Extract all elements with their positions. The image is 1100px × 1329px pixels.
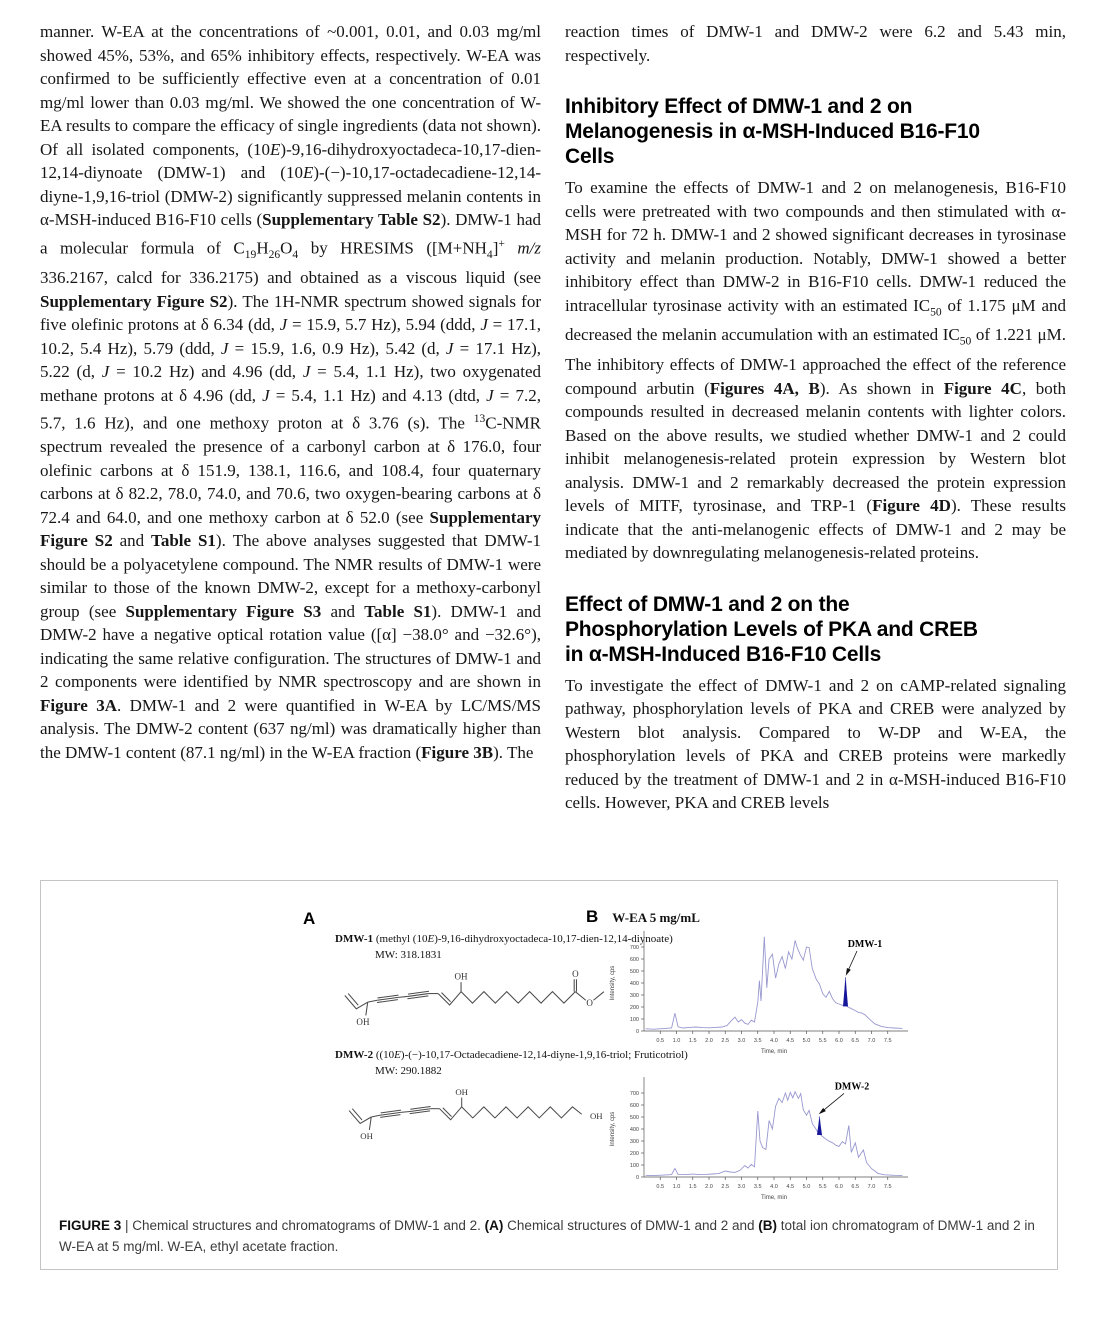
dmw2-mw: MW: 290.1882 bbox=[375, 1065, 442, 1077]
dmw2-oh-top-label: OH bbox=[455, 1086, 469, 1097]
svg-text:700: 700 bbox=[629, 1091, 639, 1097]
svg-text:4.5: 4.5 bbox=[786, 1184, 795, 1190]
svg-text:1.0: 1.0 bbox=[672, 1038, 681, 1044]
svg-text:5.5: 5.5 bbox=[818, 1038, 827, 1044]
section1-paragraph: To examine the effects of DMW-1 and 2 on melanogenesis, B16-F10 cells were pretreated with two compounds and then stimulated with α-MSH for 72 h. DMW-1 and 2 showed significant decreases in tyrosinase activity and melanin production. Notably, DMW-1 showed a better inhibitory effect than DMW-2 in B16-F10 cells. DMW-1 reduced the intracellular tyrosinase activity with an estimated $IC_{50}$ of 1.175 μM and decreased the melanin accumulation with an estimated $IC_{50}$ of 1.221 μM. The inhibitory effects of DMW-1 approached the effect of the reference compound arbutin (Figures 4A, B). As shown in Figure 4C, both compounds resulted in decreased melanin contents with lighter colors. Based on the above results, we studied whether DMW-1 and 2 could inhibit melanogenesis-related protein expression by Western blot analysis. DMW-1 and 2 remarkably decreased the protein expression levels of MITF, tyrosinase, and TRP-1 (Figure 4D). These results indicate that the anti-melanogenic effects of DMW-1 and 2 may be mediated by downregulating melanogenesis-related proteins. bbox=[565, 178, 1066, 563]
svg-text:Time, min: Time, min bbox=[760, 1195, 788, 1201]
svg-text:6.0: 6.0 bbox=[835, 1184, 843, 1190]
section-heading-phosphorylation: Effect of DMW-1 and 2 on the Phosphorylation Levels of PKA and CREB in α-MSH-Induced B16-F10 Cells bbox=[565, 592, 978, 666]
right-column bbox=[565, 20, 1066, 876]
svg-text:400: 400 bbox=[629, 1127, 639, 1133]
svg-text:1.0: 1.0 bbox=[672, 1184, 681, 1190]
svg-text:6.5: 6.5 bbox=[851, 1038, 860, 1044]
section2-paragraph: To investigate the effect of DMW-1 and 2 on cAMP-related signaling pathway, phosphorylation levels of PKA and CREB were analyzed by Western blot analysis. Compared to W-DP and W-EA, the phosphorylation levels of PKA and CREB proteins were markedly reduced by the treatment of DMW-1 and 2 in α-MSH-induced B16-F10 cells. However, PKA and CREB levels bbox=[565, 675, 1066, 813]
svg-text:600: 600 bbox=[629, 1103, 639, 1109]
svg-text:400: 400 bbox=[629, 981, 639, 987]
svg-text:7.5: 7.5 bbox=[883, 1184, 892, 1190]
svg-text:1.5: 1.5 bbox=[688, 1184, 697, 1190]
right-intro-paragraph: reaction times of DMW-1 and DMW-2 were 6.2 and 5.43 min, respectively. bbox=[565, 22, 1066, 65]
dmw1-structure bbox=[337, 965, 627, 1045]
text-columns bbox=[40, 20, 1066, 876]
section-heading-inhibitory-effect: Inhibitory Effect of DMW-1 and 2 on Melanogenesis in α-MSH-Induced B16-F10 Cells bbox=[565, 95, 980, 168]
dmw1-name: DMW-1 (methyl (10E)-9,16-dihydroxyoctadeca-10,17-dien-12,14-diynoate) bbox=[335, 933, 673, 945]
panel-b-label: B bbox=[586, 907, 599, 926]
svg-text:Intensity, cps: Intensity, cps bbox=[610, 965, 616, 1001]
svg-text:7.5: 7.5 bbox=[883, 1038, 892, 1044]
dmw1-carbonyl-o-label: O bbox=[572, 968, 579, 979]
dmw2-oh-bottom-label: OH bbox=[360, 1131, 373, 1142]
dmw2-structure bbox=[337, 1081, 627, 1153]
svg-text:7.0: 7.0 bbox=[867, 1038, 876, 1044]
panel-b-header bbox=[586, 907, 700, 927]
svg-text:3.5: 3.5 bbox=[753, 1184, 762, 1190]
svg-text:3.5: 3.5 bbox=[753, 1038, 762, 1044]
svg-text:2.0: 2.0 bbox=[705, 1184, 713, 1190]
svg-text:2.5: 2.5 bbox=[721, 1038, 730, 1044]
svg-text:4.5: 4.5 bbox=[786, 1038, 795, 1044]
svg-text:100: 100 bbox=[629, 1163, 639, 1169]
left-column bbox=[40, 20, 541, 876]
svg-text:3.0: 3.0 bbox=[737, 1038, 746, 1044]
figure-3-box bbox=[40, 880, 1058, 1270]
svg-text:700: 700 bbox=[629, 945, 639, 951]
panel-b-title: W-EA 5 mg/mL bbox=[612, 910, 700, 925]
dmw1-oh-bottom-label: OH bbox=[356, 1017, 370, 1027]
svg-text:6.0: 6.0 bbox=[835, 1038, 843, 1044]
svg-text:Intensity, cps: Intensity, cps bbox=[610, 1111, 616, 1147]
svg-text:Time, min: Time, min bbox=[760, 1049, 788, 1055]
svg-text:500: 500 bbox=[629, 969, 639, 975]
panel-a-label: A bbox=[303, 909, 316, 928]
svg-text:0: 0 bbox=[635, 1175, 639, 1181]
svg-text:500: 500 bbox=[629, 1115, 639, 1121]
svg-text:6.5: 6.5 bbox=[851, 1184, 860, 1190]
svg-text:4.0: 4.0 bbox=[770, 1038, 778, 1044]
svg-text:300: 300 bbox=[629, 1139, 639, 1145]
svg-text:5.0: 5.0 bbox=[802, 1184, 811, 1190]
svg-text:5.5: 5.5 bbox=[818, 1184, 827, 1190]
svg-text:5.0: 5.0 bbox=[802, 1038, 811, 1044]
svg-text:0.5: 0.5 bbox=[656, 1038, 665, 1044]
chromatogram-dmw1 bbox=[604, 925, 914, 1067]
svg-text:2.0: 2.0 bbox=[705, 1038, 713, 1044]
svg-text:1.5: 1.5 bbox=[688, 1038, 697, 1044]
svg-text:0.5: 0.5 bbox=[656, 1184, 665, 1190]
svg-text:300: 300 bbox=[629, 993, 639, 999]
svg-text:DMW-2: DMW-2 bbox=[834, 1081, 870, 1093]
chromatogram-dmw2 bbox=[604, 1071, 914, 1213]
svg-text:3.0: 3.0 bbox=[737, 1184, 746, 1190]
dmw2-name: DMW-2 ((10E)-(−)-10,17-Octadecadiene-12,14-diyne-1,9,16-triol; Fruticotriol) bbox=[335, 1049, 688, 1061]
svg-text:7.0: 7.0 bbox=[867, 1184, 876, 1190]
dmw1-oh-top-label: OH bbox=[454, 971, 468, 982]
dmw1-ester-o-label: O bbox=[586, 997, 593, 1008]
svg-text:100: 100 bbox=[629, 1017, 639, 1023]
svg-text:600: 600 bbox=[629, 957, 639, 963]
svg-text:DMW-1: DMW-1 bbox=[847, 939, 883, 950]
figure-3-caption: FIGURE 3 | Chemical structures and chromatograms of DMW-1 and 2. (A) Chemical structures of DMW-1 and 2 and (B) total ion chromatogram of DMW-1 and 2 in W-EA at 5 mg/ml. W-EA, ethyl acetate fraction. bbox=[59, 1218, 1035, 1254]
svg-text:2.5: 2.5 bbox=[721, 1184, 730, 1190]
svg-text:0: 0 bbox=[635, 1029, 639, 1035]
svg-text:200: 200 bbox=[629, 1151, 639, 1157]
left-paragraph: manner. W-EA at the concentrations of ~0.001, 0.01, and 0.03 mg/ml showed 45%, 53%, and 65% inhibitory effects, respectively. W-EA was confirmed to be sufficiently effective even at a concentration of 0.01 mg/ml lower than 0.03 mg/ml. We showed the one concentration of W-EA results to compare the efficacy of single ingredients (data not shown). Of all isolated components, (10E)-9,16-dihydroxyoctadeca-10,17-dien-12,14-diynoate (DMW-1) and (10E)-(−)-10,17-octadecadiene-12,14-diyne-1,9,16-triol (DMW-2) significantly suppressed melanin contents in α-MSH-induced B16-F10 cells (Supplementary Table S2). DMW-1 had a molecular formula of $C_{19}H_{26}O_4$ by HRESIMS ($[M+NH_4]^+$ m/z 336.2167, calcd for 336.2175) and obtained as a viscous liquid (see Supplementary Figure S2). The 1H-NMR spectrum showed signals for five olefinic protons at δ 6.34 (dd, J = 15.9, 5.7 Hz), 5.94 (ddd, J = 17.1, 10.2, 5.4 Hz), 5.79 (ddd, J = 15.9, 1.6, 0.9 Hz), 5.42 (d, J = 17.1 Hz), 5.22 (d, J = 10.2 Hz) and 4.96 (dd, J = 5.4, 1.1 Hz), two oxygenated methane protons at δ 4.96 (dd, J = 5.4, 1.1 Hz) and 4.13 (dtd, J = 7.2, 5.7, 1.6 Hz), and one methoxy proton at δ 3.76 (s). The $^{13}$C-NMR spectrum revealed the presence of a carbonyl carbon at δ 176.0, four olefinic carbons at δ 151.9, 138.1, 116.6, and 108.4, four quaternary carbons at δ 82.2, 78.0, 74.0, and 70.6, two oxygen-bearing carbons at δ 72.4 and 64.0, and one methoxy carbon at δ 52.0 (see Supplementary Figure S2 and Table S1). The above analyses suggested that DMW-1 should be a polyacetylene compound. The NMR results of DMW-1 were similar to those of the known DMW-2, except for a methoxy-carbonyl group (see Supplementary Figure S3 and Table S1). DMW-1 and DMW-2 have a negative optical rotation value ([α] −38.0° and −32.6°), indicating the same relative configuration. The structures of DMW-1 and 2 components were identified by NMR spectroscopy and are shown in Figure 3A. DMW-1 and 2 were quantified in W-EA by LC/MS/MS analysis. The DMW-2 content (637 ng/ml) was dramatically higher than the DMW-1 content (87.1 ng/ml) in the W-EA fraction (Figure 3B). The bbox=[40, 22, 541, 762]
dmw1-mw: MW: 318.1831 bbox=[375, 949, 442, 961]
svg-text:200: 200 bbox=[629, 1005, 639, 1011]
dmw2-oh-end-label: OH bbox=[590, 1110, 603, 1121]
svg-text:4.0: 4.0 bbox=[770, 1184, 778, 1190]
